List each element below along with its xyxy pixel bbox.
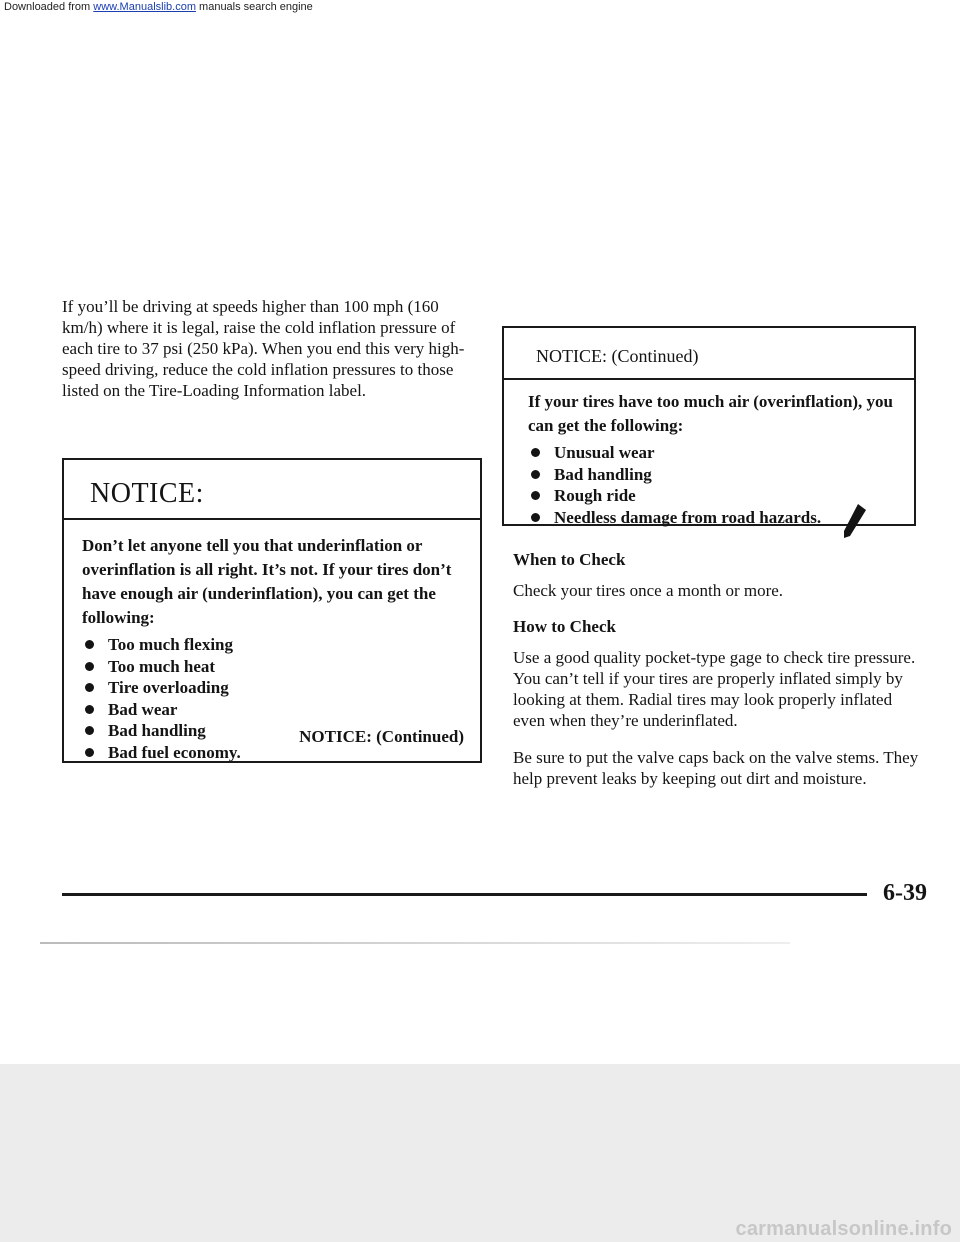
bullet-icon bbox=[85, 683, 94, 692]
download-banner bbox=[0, 0, 960, 18]
list-item: Needless damage from road hazards. bbox=[528, 507, 896, 529]
notice-title: NOTICE: (Continued) bbox=[536, 346, 699, 366]
how-to-check-text: Use a good quality pocket-type gage to check tire pressure. You can’t tell if your tires are properly inflated simply by looking at them. Radial tires may look properly inflated even when they’re underinflated. bbox=[513, 648, 916, 730]
bullet-icon bbox=[531, 513, 540, 522]
page-number: 6-39 bbox=[883, 880, 927, 906]
bullet-icon bbox=[531, 448, 540, 457]
notice-text: Don’t let anyone tell you that underinflation or overinflation is all right. It’s not. If your tires don’t have enough air (underinflation), you can get the following: bbox=[82, 536, 452, 627]
manualslib-link[interactable]: www.Manualslib.com bbox=[93, 1, 196, 13]
how-to-check-heading: How to Check bbox=[513, 617, 616, 636]
notice-text: If your tires have too much air (overinflation), you can get the following: bbox=[528, 392, 894, 435]
notice-box-overinflation bbox=[502, 326, 916, 526]
list-item: Too much heat bbox=[82, 656, 460, 678]
pencil-icon bbox=[836, 500, 870, 542]
valve-caps-text: Be sure to put the valve caps back on the valve stems. They help prevent leaks by keeping out dirt and moisture. bbox=[513, 748, 919, 788]
tire-check-section bbox=[513, 550, 923, 805]
page-bottom-margin bbox=[0, 1064, 960, 1242]
notice-box-underinflation bbox=[62, 458, 482, 763]
list-item: Bad fuel economy. bbox=[82, 742, 460, 764]
watermark: carmanualsonline.info bbox=[735, 1218, 952, 1240]
scan-artifact-line bbox=[40, 942, 790, 944]
bullet-icon bbox=[85, 726, 94, 735]
banner-prefix: Downloaded from bbox=[4, 1, 94, 13]
list-item: Too much flexing bbox=[82, 634, 460, 656]
notice-header bbox=[504, 328, 914, 380]
intro-paragraph: If you’ll be driving at speeds higher than 100 mph (160 km/h) where it is legal, raise the cold inflation pressure of each tire to 37 psi (250 kPa). When you end this very high-speed driving, reduce the cold inflation pressures to those listed on the Tire-Loading Information label. bbox=[62, 297, 465, 400]
list-item: Bad wear bbox=[82, 699, 460, 721]
bullet-icon bbox=[85, 662, 94, 671]
footer-rule bbox=[62, 893, 867, 896]
when-to-check-text: Check your tires once a month or more. bbox=[513, 581, 784, 600]
list-item: Bad handling bbox=[82, 720, 460, 742]
notice-continued: NOTICE: (Continued) bbox=[299, 727, 464, 746]
bullet-icon bbox=[531, 470, 540, 479]
notice-header bbox=[64, 460, 480, 520]
list-item: Bad handling bbox=[528, 464, 896, 486]
notice-title: NOTICE: bbox=[90, 478, 204, 509]
bullet-icon bbox=[85, 748, 94, 757]
banner-suffix: manuals search engine bbox=[195, 1, 313, 13]
bullet-icon bbox=[85, 640, 94, 649]
list-item: Tire overloading bbox=[82, 677, 460, 699]
list-item: Rough ride bbox=[528, 485, 896, 507]
when-to-check-heading: When to Check bbox=[513, 550, 626, 569]
bullet-icon bbox=[531, 491, 540, 500]
list-item: Unusual wear bbox=[528, 442, 896, 464]
bullet-icon bbox=[85, 705, 94, 714]
